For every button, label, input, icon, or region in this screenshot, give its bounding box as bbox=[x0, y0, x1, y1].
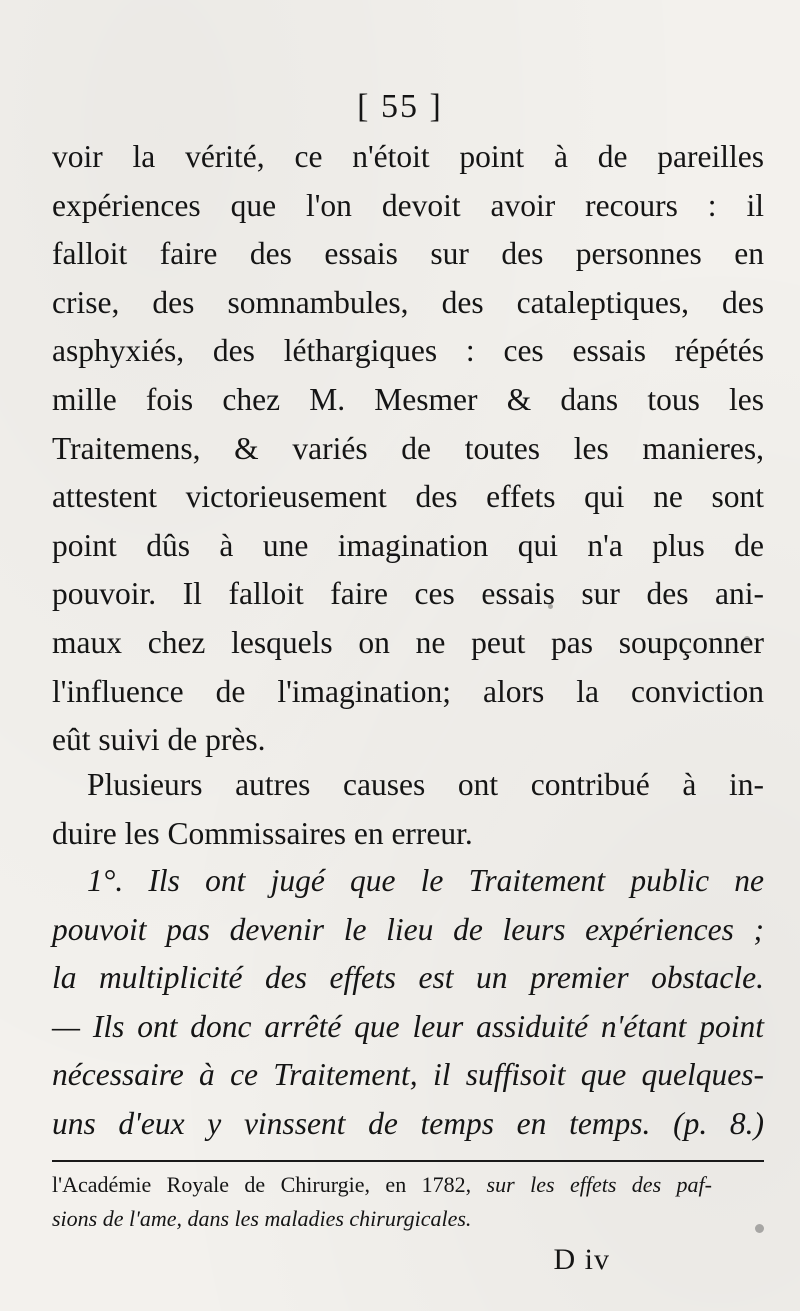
text-line: — Ils ont donc arrêté que leur assiduité n'étant point bbox=[52, 1008, 764, 1044]
text-line: duire les Commissaires en erreur. bbox=[52, 815, 473, 851]
footnote bbox=[52, 1168, 712, 1236]
text-line: voir la vérité, ce n'étoit point à de pareilles bbox=[52, 139, 764, 174]
footnote-roman-text: l'Académie Royale de Chirurgie, en 1782, bbox=[52, 1172, 472, 1197]
text-line: pouvoir. Il falloit faire ces essais sur des ani- bbox=[52, 576, 764, 612]
text-line: attestent victorieusement des effets qui ne sont bbox=[52, 479, 764, 515]
text-line: crise, des somnambules, des cataleptiques, des bbox=[52, 284, 764, 320]
text-line: Plusieurs autres causes ont contribué à in- bbox=[87, 767, 764, 802]
footnote-line: sions de l'ame, dans les maladies chirurgicales. bbox=[52, 1206, 472, 1231]
footnote-italic-text: sur les effets des paf- bbox=[486, 1172, 712, 1197]
signature-mark: D iv bbox=[553, 1243, 610, 1276]
paragraph-3 bbox=[52, 857, 764, 1149]
text-line: eût suivi de près. bbox=[52, 722, 266, 758]
text-line: mille fois chez M. Mesmer & dans tous les bbox=[52, 381, 764, 417]
text-line: la multiplicité des effets est un premier obstacle. bbox=[52, 960, 764, 996]
text-line: maux chez lesquels on ne peut pas soupçonner bbox=[52, 624, 764, 660]
text-line: nécessaire à ce Traitement, il suffisoit que quelques- bbox=[52, 1057, 764, 1093]
paragraph-2 bbox=[52, 761, 764, 858]
page-number: [ 55 ] bbox=[357, 88, 443, 125]
text-line: Traitemens, & variés de toutes les manieres, bbox=[52, 430, 764, 466]
paragraph-1 bbox=[52, 133, 764, 765]
text-line: uns d'eux y vinssent de temps en temps. (p. 8.) bbox=[52, 1105, 764, 1141]
text-line: expériences que l'on devoit avoir recours : il bbox=[52, 187, 764, 223]
paper-speck bbox=[755, 1224, 764, 1233]
text-line: asphyxiés, des léthargiques : ces essais répétés bbox=[52, 333, 764, 369]
text-line: 1°. Ils ont jugé que le Traitement public ne bbox=[87, 863, 764, 898]
text-line: falloit faire des essais sur des personnes en bbox=[52, 236, 764, 272]
footnote-rule bbox=[52, 1160, 764, 1162]
text-line: point dûs à une imagination qui n'a plus de bbox=[52, 527, 764, 563]
text-line: pouvoit pas devenir le lieu de leurs expériences ; bbox=[52, 911, 764, 947]
footnote-line bbox=[52, 1168, 712, 1202]
text-line: l'influence de l'imagination; alors la conviction bbox=[52, 673, 764, 709]
